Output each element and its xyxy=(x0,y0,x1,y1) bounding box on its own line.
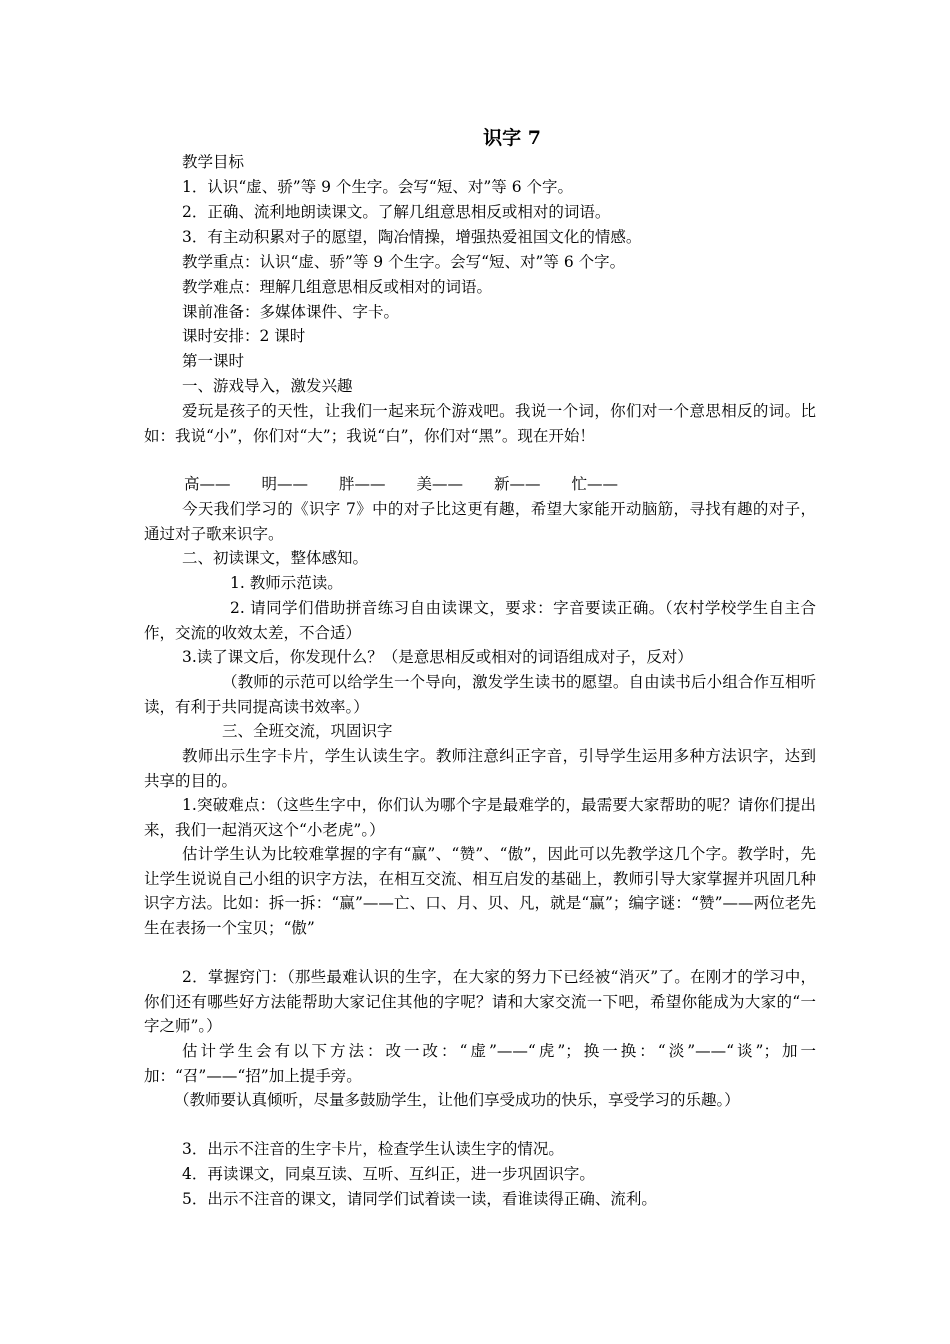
paragraph-estimate-2: 估计学生会有以下方法：改一改：“虚”——“虎”；换一换：“淡”——“谈”；加一加：“召”——“招”加上提手旁。 xyxy=(144,1042,816,1085)
section-heading-1: 一、游戏导入，激发兴趣 xyxy=(182,377,353,395)
paragraph-game: 爱玩是孩子的天性，让我们一起来玩个游戏吧。我说一个词，你们对一个意思相反的词。比如：我说“小”，你们对“大”；我说“白”，你们对“黑”。现在开始！ xyxy=(144,402,816,445)
paragraph-today: 今天我们学习的《识字 7》中的对子比这更有趣，希望大家能开动脑筋，寻找有趣的对子，通过对子歌来识字。 xyxy=(144,500,816,543)
note-praise: （教师要认真倾听，尽量多鼓励学生，让他们享受成功的快乐，享受学习的乐趣。） xyxy=(174,1091,740,1109)
paragraph-estimate-1: 估计学生认为比较难掌握的字有“赢”、“赞”、“傲”，因此可以先教学这几个字。教学时，先让学生说说自己小组的识字方法，在相互交流、相互启发的基础上，教师引导大家掌握并巩固几种识字方法。比如：拆一拆：“赢”——亡、口、月、贝、凡，就是“赢”；编字谜：“赞”——两位老先生在表扬一个宝贝；“傲” xyxy=(144,845,816,937)
lesson-heading: 第一课时 xyxy=(182,352,245,370)
section-heading-2: 二、初读课文，整体感知。 xyxy=(182,549,369,567)
step-1: 1. 教师示范读。 xyxy=(230,574,343,592)
objective-3: 3．有主动积累对子的愿望，陶冶情操，增强热爱祖国文化的情感。 xyxy=(182,228,642,246)
page-title: 识字 7 xyxy=(483,127,541,149)
point-4: 4．再读课文，同桌互读、互听、互纠正，进一步巩固识字。 xyxy=(182,1165,595,1183)
key-point: 教学重点：认识“虚、骄”等 9 个生字。会写“短、对”等 6 个字。 xyxy=(182,253,626,271)
schedule: 课时安排：2 课时 xyxy=(182,327,306,345)
note-demo: （教师的示范可以给学生一个导向，激发学生读书的愿望。自由读书后小组合作互相听读，有利于共同提高读书效率。） xyxy=(144,673,816,716)
section-heading-3: 三、全班交流，巩固识字 xyxy=(222,722,393,740)
paragraph-cards: 教师出示生字卡片，学生认读生字。教师注意纠正字音，引导学生运用多种方法识字，达到共享的目的。 xyxy=(144,747,816,790)
point-2: 2．掌握窍门：（那些最难认识的生字，在大家的努力下已经被“消灭”了。在刚才的学习中，你们还有哪些好方法能帮助大家记住其他的字呢？请和大家交流一下吧，希望你能成为大家的“一字之师”。） xyxy=(144,968,816,1036)
objective-2: 2．正确、流利地朗读课文。了解几组意思相反或相对的词语。 xyxy=(182,203,611,221)
point-5: 5．出示不注音的课文，请同学们试着读一读，看谁读得正确、流利。 xyxy=(182,1190,657,1208)
objective-1: 1．认识“虚、骄”等 9 个生字。会写“短、对”等 6 个字。 xyxy=(182,178,573,196)
word-list: 高—— 明—— 胖—— 美—— 新—— 忙—— xyxy=(184,475,619,493)
step-3: 3.读了课文后，你发现什么？（是意思相反或相对的词语组成对子，反对） xyxy=(182,648,693,666)
preparation: 课前准备：多媒体课件、字卡。 xyxy=(182,303,400,321)
objectives-heading: 教学目标 xyxy=(182,153,245,171)
step-2: 2. 请同学们借助拼音练习自由读课文，要求：字音要读正确。（农村学校学生自主合作，交流的收效太差，不合适） xyxy=(144,599,816,642)
difficulty: 教学难点：理解几组意思相反或相对的词语。 xyxy=(182,278,493,296)
point-1: 1.突破难点：（这些生字中，你们认为哪个字是最难学的，最需要大家帮助的呢？请你们提出来，我们一起消灭这个“小老虎”。） xyxy=(144,796,816,839)
point-3: 3．出示不注音的生字卡片，检查学生认读生字的情况。 xyxy=(182,1140,564,1158)
